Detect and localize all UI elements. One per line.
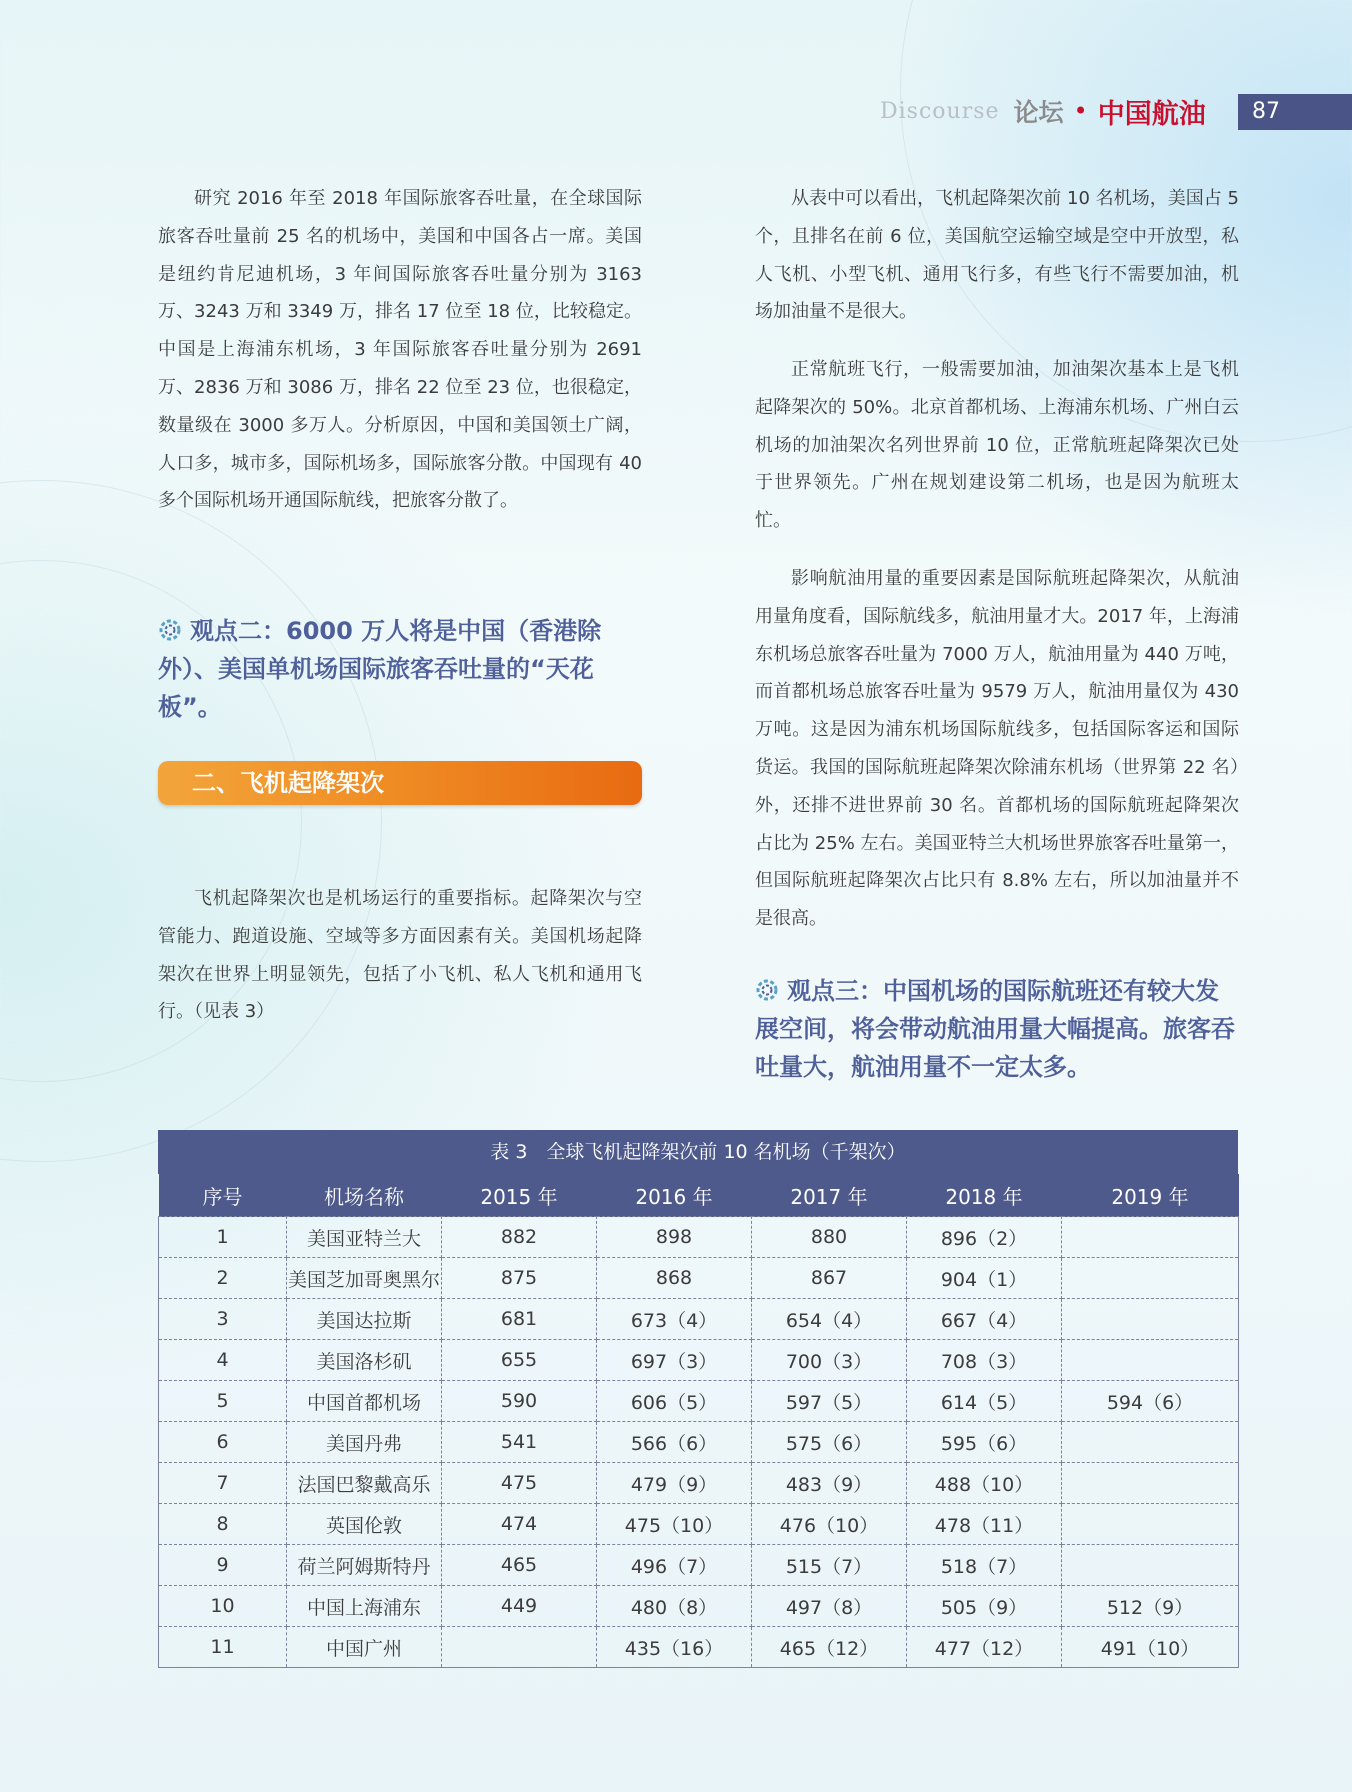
cell-2018: 667（4） — [907, 1299, 1062, 1340]
table-header-row — [159, 1174, 1239, 1217]
cell-2015: 655 — [442, 1340, 597, 1381]
cell-airport: 荷兰阿姆斯特丹 — [287, 1545, 442, 1586]
cell-index: 6 — [159, 1422, 287, 1463]
header-brand: 中国航油 — [1097, 98, 1206, 130]
cell-2017: 654（4） — [752, 1299, 907, 1340]
right-paragraph-2: 正常航班飞行，一般需要加油，加油架次基本上是飞机起降架次的 50%。北京首都机场、上海浦东机场、广州白云机场的加油架次名列世界前 10 位，正常航班起降架次已处于世界领先。广州在规划建设第二机场，也是因为航班太忙。 — [755, 359, 1239, 532]
table-row — [159, 1586, 1239, 1627]
cell-2016: 697（3） — [597, 1340, 752, 1381]
cell-2018: 708（3） — [907, 1340, 1062, 1381]
cell-airport: 美国达拉斯 — [287, 1299, 442, 1340]
cell-2015 — [442, 1627, 597, 1668]
table-row — [159, 1340, 1239, 1381]
cell-2016: 898 — [597, 1217, 752, 1258]
cell-2017: 497（8） — [752, 1586, 907, 1627]
cell-2016: 566（6） — [597, 1422, 752, 1463]
cell-airport: 美国芝加哥奥黑尔 — [287, 1258, 442, 1299]
cell-airport: 中国广州 — [287, 1627, 442, 1668]
cell-2019: 491（10） — [1062, 1627, 1239, 1668]
cell-2016: 606（5） — [597, 1381, 752, 1422]
cell-2017: 700（3） — [752, 1340, 907, 1381]
cell-2018: 904（1） — [907, 1258, 1062, 1299]
right-paragraph-3: 影响航油用量的重要因素是国际航班起降架次，从航油用量角度看，国际航线多，航油用量才大。2017 年，上海浦东机场总旅客吞吐量为 7000 万人，航油用量为 440 万吨，而首都机场总旅客吞吐量为 9579 万人，航油用量仅为 430 万吨。这是因为浦东机场国际航线多，包括国际客运和国际货运。我国的国际航班起降架次除浦东机场（世界第 22 名）外，还排不进世界前 30 名。首都机场的国际航班起降架次占比为 25% 左右。美国亚特兰大机场世界旅客吞吐量第一，但国际航班起降架次占比只有 8.8% 左右，所以加油量并不是很高。 — [755, 568, 1239, 930]
cell-2019 — [1062, 1340, 1239, 1381]
cell-2017: 483（9） — [752, 1463, 907, 1504]
cell-2015: 590 — [442, 1381, 597, 1422]
cell-index: 10 — [159, 1586, 287, 1627]
cell-2016: 496（7） — [597, 1545, 752, 1586]
cell-airport: 美国洛杉矶 — [287, 1340, 442, 1381]
cell-2016: 435（16） — [597, 1627, 752, 1668]
table-row — [159, 1627, 1239, 1668]
cell-2015: 449 — [442, 1586, 597, 1627]
cell-2016: 479（9） — [597, 1463, 752, 1504]
col-header-2016: 2016 年 — [597, 1174, 752, 1217]
table-row — [159, 1504, 1239, 1545]
cell-airport: 法国巴黎戴高乐 — [287, 1463, 442, 1504]
cell-2018: 518（7） — [907, 1545, 1062, 1586]
cell-2019: 594（6） — [1062, 1381, 1239, 1422]
viewpoint-2 — [158, 612, 642, 726]
cell-2018: 614（5） — [907, 1381, 1062, 1422]
col-header-2018: 2018 年 — [907, 1174, 1062, 1217]
cell-airport: 美国亚特兰大 — [287, 1217, 442, 1258]
cell-2018: 478（11） — [907, 1504, 1062, 1545]
col-header-index: 序号 — [159, 1174, 287, 1217]
right-paragraph-1: 从表中可以看出，飞机起降架次前 10 名机场，美国占 5 个，且排名在前 6 位，美国航空运输空域是空中开放型，私人飞机、小型飞机、通用飞行多，有些飞行不需要加油，机场加油量不是很大。 — [755, 188, 1239, 323]
col-header-2019: 2019 年 — [1062, 1174, 1239, 1217]
cell-2018: 595（6） — [907, 1422, 1062, 1463]
cell-2019 — [1062, 1299, 1239, 1340]
cell-2016: 480（8） — [597, 1586, 752, 1627]
cell-2015: 882 — [442, 1217, 597, 1258]
cell-2017: 880 — [752, 1217, 907, 1258]
cell-2019 — [1062, 1217, 1239, 1258]
cell-2017: 465（12） — [752, 1627, 907, 1668]
cell-2018: 505（9） — [907, 1586, 1062, 1627]
page-header — [880, 94, 1206, 128]
cell-index: 8 — [159, 1504, 287, 1545]
cell-2016: 673（4） — [597, 1299, 752, 1340]
cell-2019: 512（9） — [1062, 1586, 1239, 1627]
cell-2017: 867 — [752, 1258, 907, 1299]
table-row — [159, 1258, 1239, 1299]
cell-index: 2 — [159, 1258, 287, 1299]
cell-2016: 475（10） — [597, 1504, 752, 1545]
cell-2019 — [1062, 1463, 1239, 1504]
header-dot: • — [1073, 97, 1088, 125]
cell-2018: 477（12） — [907, 1627, 1062, 1668]
cell-index: 1 — [159, 1217, 287, 1258]
cell-2015: 875 — [442, 1258, 597, 1299]
table-row — [159, 1381, 1239, 1422]
cell-2017: 597（5） — [752, 1381, 907, 1422]
cell-index: 4 — [159, 1340, 287, 1381]
page-number: 87 — [1238, 94, 1352, 130]
swirl-icon — [158, 618, 182, 642]
section-heading: 二、飞机起降架次 — [192, 769, 384, 797]
cell-index: 3 — [159, 1299, 287, 1340]
col-header-2015: 2015 年 — [442, 1174, 597, 1217]
header-section: 论坛 — [1013, 98, 1064, 127]
left-paragraph-1: 研究 2016 年至 2018 年国际旅客吞吐量，在全球国际旅客吞吐量前 25 名的机场中，美国和中国各占一席。美国是纽约肯尼迪机场，3 年间国际旅客吞吐量分别为 3163 万、3243 万和 3349 万，排名 17 位至 18 位，比较稳定。中国是上海浦东机场，3 年国际旅客吞吐量分别为 2691 万、2836 万和 3086 万，排名 22 位至 23 位，也很稳定，数量级在 3000 多万人。分析原因，中国和美国领土广阔，人口多，城市多，国际机场多，国际旅客分散。中国现有 40 多个国际机场开通国际航线，把旅客分散了。 — [158, 188, 642, 512]
table-row — [159, 1422, 1239, 1463]
viewpoint-3-text: 观点三：中国机场的国际航班还有较大发展空间，将会带动航油用量大幅提高。旅客吞吐量大，航油用量不一定太多。 — [755, 977, 1235, 1081]
cell-2017: 476（10） — [752, 1504, 907, 1545]
cell-2015: 541 — [442, 1422, 597, 1463]
cell-airport: 美国丹弗 — [287, 1422, 442, 1463]
cell-2019 — [1062, 1258, 1239, 1299]
cell-2015: 475 — [442, 1463, 597, 1504]
viewpoint-2-text: 观点二：6000 万人将是中国（香港除外）、美国单机场国际旅客吞吐量的“天花板”。 — [158, 617, 602, 721]
background-swirl — [0, 480, 382, 1162]
cell-2019 — [1062, 1545, 1239, 1586]
cell-index: 11 — [159, 1627, 287, 1668]
cell-2017: 575（6） — [752, 1422, 907, 1463]
cell-index: 5 — [159, 1381, 287, 1422]
cell-2019 — [1062, 1504, 1239, 1545]
col-header-2017: 2017 年 — [752, 1174, 907, 1217]
table-row — [159, 1545, 1239, 1586]
table-row — [159, 1463, 1239, 1504]
table-caption: 表 3 全球飞机起降架次前 10 名机场（千架次） — [158, 1130, 1238, 1174]
cell-2018: 488（10） — [907, 1463, 1062, 1504]
table-grid — [158, 1174, 1239, 1668]
table-row — [159, 1217, 1239, 1258]
header-discourse: Discourse — [880, 98, 1000, 124]
airport-table — [158, 1130, 1238, 1668]
cell-2015: 681 — [442, 1299, 597, 1340]
cell-2017: 515（7） — [752, 1545, 907, 1586]
cell-2015: 474 — [442, 1504, 597, 1545]
swirl-icon — [755, 978, 779, 1002]
cell-airport: 中国上海浦东 — [287, 1586, 442, 1627]
cell-index: 9 — [159, 1545, 287, 1586]
cell-airport: 英国伦敦 — [287, 1504, 442, 1545]
cell-index: 7 — [159, 1463, 287, 1504]
cell-airport: 中国首都机场 — [287, 1381, 442, 1422]
cell-2019 — [1062, 1422, 1239, 1463]
viewpoint-3 — [755, 972, 1239, 1086]
cell-2016: 868 — [597, 1258, 752, 1299]
section-heading-bar — [158, 761, 642, 805]
left-paragraph-2: 飞机起降架次也是机场运行的重要指标。起降架次与空管能力、跑道设施、空域等多方面因素有关。美国机场起降架次在世界上明显领先，包括了小飞机、私人飞机和通用飞行。（见表 3） — [158, 888, 642, 1023]
col-header-airport: 机场名称 — [287, 1174, 442, 1217]
cell-2015: 465 — [442, 1545, 597, 1586]
cell-2018: 896（2） — [907, 1217, 1062, 1258]
table-row — [159, 1299, 1239, 1340]
